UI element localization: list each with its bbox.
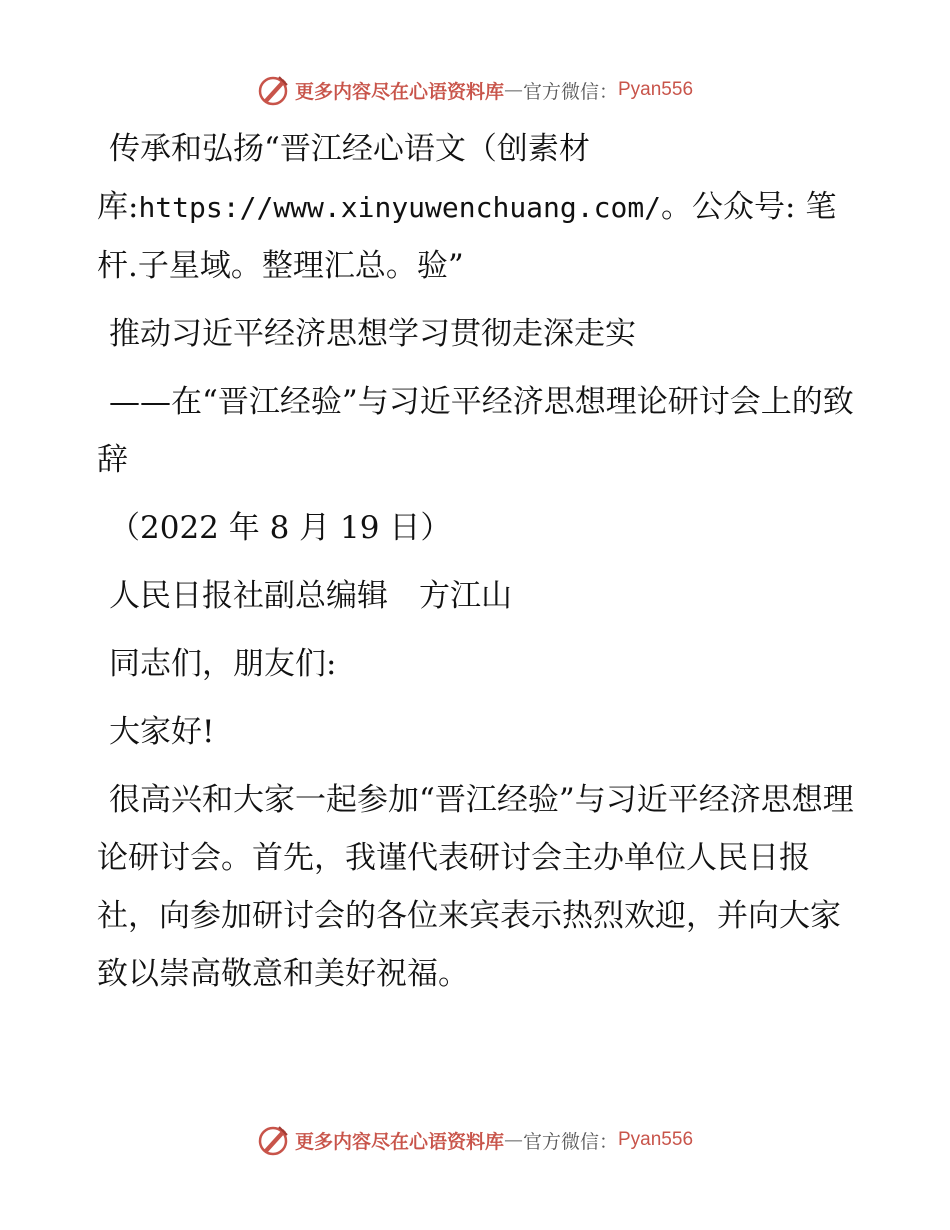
footer-banner (0, 1120, 950, 1160)
document-date: （2022 年 8 月 19 日） (109, 510, 452, 546)
banner-contact-id: Pyan556 (618, 1129, 694, 1150)
banner-contact-id: Pyan556 (618, 79, 694, 100)
intro-text-1: 传承和弘扬“晋江经心语文（创素材库: (97, 131, 590, 225)
header-banner (0, 70, 950, 110)
intro-text-2: 。公众号: 笔杆.子星域。整理汇总。验” (97, 189, 837, 284)
document-author: 人民日报社副总编辑 方江山 (109, 578, 512, 614)
document-body (97, 120, 857, 1013)
banner-contact-label: 官方微信： (522, 80, 618, 103)
banner-brand-text: 更多内容尽在心语资料库 (294, 80, 504, 103)
quill-logo-icon (257, 1123, 291, 1157)
quill-logo-icon (257, 73, 291, 107)
banner-dash: — (503, 1129, 523, 1151)
document-subtitle: ——在“晋江经验”与习近平经济思想理论研讨会上的致辞 (97, 384, 854, 478)
banner-contact-label: 官方微信： (522, 1130, 618, 1153)
document-title: 推动习近平经济思想学习贯彻走深走实 (109, 316, 636, 352)
intro-paragraph (97, 120, 857, 295)
banner-dash: — (503, 79, 523, 101)
greeting: 大家好! (109, 714, 215, 750)
intro-url: https://www.xinyuwenchuang.com/ (138, 191, 662, 224)
body-paragraph: 很高兴和大家一起参加“晋江经验”与习近平经济思想理论研讨会。首先，我谨代表研讨会主办单位人民日报社，向参加研讨会的各位来宾表示热烈欢迎，并向大家致以崇高敬意和美好祝福。 (97, 782, 854, 992)
salutation: 同志们，朋友们: (109, 646, 337, 682)
banner-brand-text: 更多内容尽在心语资料库 (294, 1130, 504, 1153)
